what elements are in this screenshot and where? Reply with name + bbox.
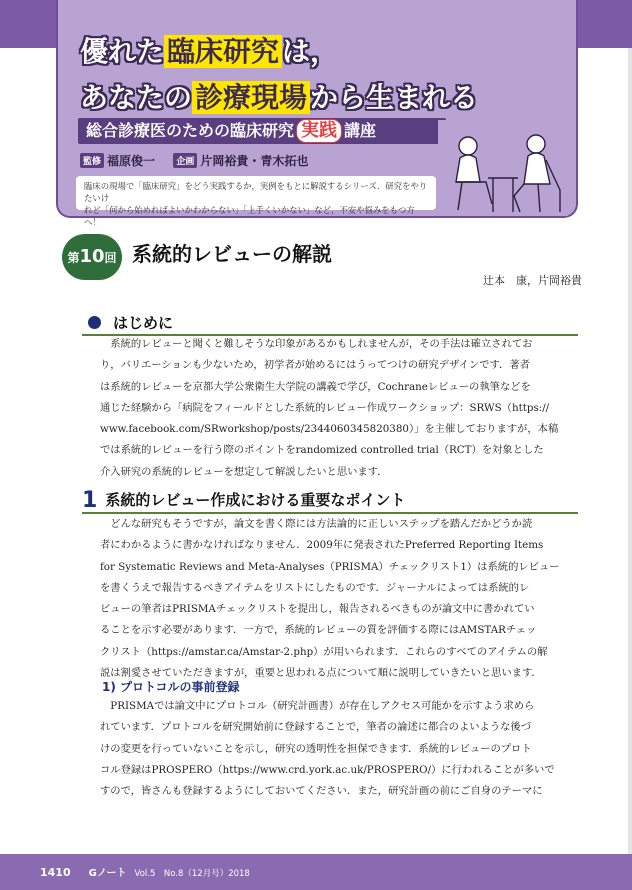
page-number: 1410 — [40, 866, 71, 879]
chapter-badge: 第10回 — [62, 234, 122, 280]
series-blurb: 臨床の現場で「臨床研究」をどう実践するか，実例をもとに解説するシリーズ．研究をやりたいけ れど「何から始めればよいかわからない」「上手くいかない」など，不安や悩みをもつ方へ！ — [76, 176, 436, 210]
section-heading-intro: はじめに — [82, 312, 578, 336]
series-banner — [0, 0, 632, 227]
banner-corner-left — [0, 0, 56, 48]
series-title-line2: あなたの 診療現場 から生まれる — [80, 81, 479, 114]
intro-paragraph: 系統的レビューと聞くと難しそうな印象があるかもしれませんが，その手法は確立されてお り，バリエーションも少ないため，初学者が始めるにはうってつけの研究デザインです．著者 は系統的レビューを京都大学公衆衛生大学院の講義で学び，Cochraneレビューの執筆などを 通じた経験から「病院をフィールドとした系統的レビュー作成ワークショップ：SRWS（https:// www.facebook.com/SRworkshop/posts/2344060345820380）」を主催しておりますが，本稿 では系統的レビューを行う際のポイントをrandomized controlled trial（RCT）を対象とした 介入研究の系統的レビューを想定して解説したいと思います． — [100, 338, 559, 478]
bullet-dot-icon — [88, 316, 101, 329]
footer-text — [40, 864, 250, 879]
consultation-illustration — [438, 120, 568, 216]
article-authors: 辻本 康，片岡裕貴 — [483, 274, 582, 287]
banner-panel — [56, 0, 578, 227]
subsection-paragraph: PRISMAでは論文中にプロトコル（研究計画書）が存在しアクセス可能かを示すよう求めら れています．プロトコルを研究開始前に登録することで，筆者の論述に都合のよいような後づ けの変更を行っていないことを示し，研究の透明性を担保できます．系統的レビューのプロト コル登録はPROSPERO（https://www.crd.york.ac.uk/PROSPERO/）に行われることが多いで すので，皆さんも登録するようにしておいてください．また，研究計画の前にご自身のテーマに — [100, 700, 555, 798]
banner-corner-right — [576, 0, 632, 48]
series-title-line1: 優れた 臨床研究 は， — [80, 35, 339, 68]
section1-paragraph: どんな研究もそうですが，論文を書く際には方法論的に正しいステップを踏んだかどうか読 者にわかるように書かなければなりません．2009年に発表されたPreferred Reporting Items for Systematic Reviews and Meta-Analyses（PRISMA）チェックリスト1）は系統的レビュー を書くうえで報告するべきアイテムをリストにしたものです．ジャーナルによっては系統的レ ビューの筆者はPRISMAチェックリストを提出し，報告されるべきものが論文中に書かれてい ることを示す必要があります．一方で，系統的レビューの質を評価する際にはAMSTARチェッ クリスト（https://amstar.ca/Amstar-2.php）が用いられます．これらのすべてのアイテムの解 説は割愛させていただきますが，重要と思われる点について順に説明していきたいと思います． — [100, 518, 560, 680]
supervisor-name: 福原俊一 — [107, 154, 156, 168]
chapter-title: 系統的レビューの解説 — [132, 242, 332, 266]
planning-tag: 企画 — [173, 153, 197, 168]
section-heading-1: 1 系統的レビュー作成における重要なポイント — [82, 488, 578, 514]
series-subtitle: 総合診療医のための臨床研究 実践 講座 — [78, 118, 446, 144]
page-edge — [628, 48, 632, 854]
magazine-name: Gノート — [88, 868, 127, 879]
planner-names: 片岡裕貴・青木拓也 — [200, 154, 309, 168]
issue-info: Vol.5 No.8（12月号）2018 — [134, 869, 250, 879]
supervisor-tag: 監修 — [80, 153, 104, 168]
series-credits — [80, 152, 308, 169]
page-footer — [0, 854, 632, 890]
subsection-heading-protocol: 1) プロトコルの事前登録 — [102, 680, 240, 694]
